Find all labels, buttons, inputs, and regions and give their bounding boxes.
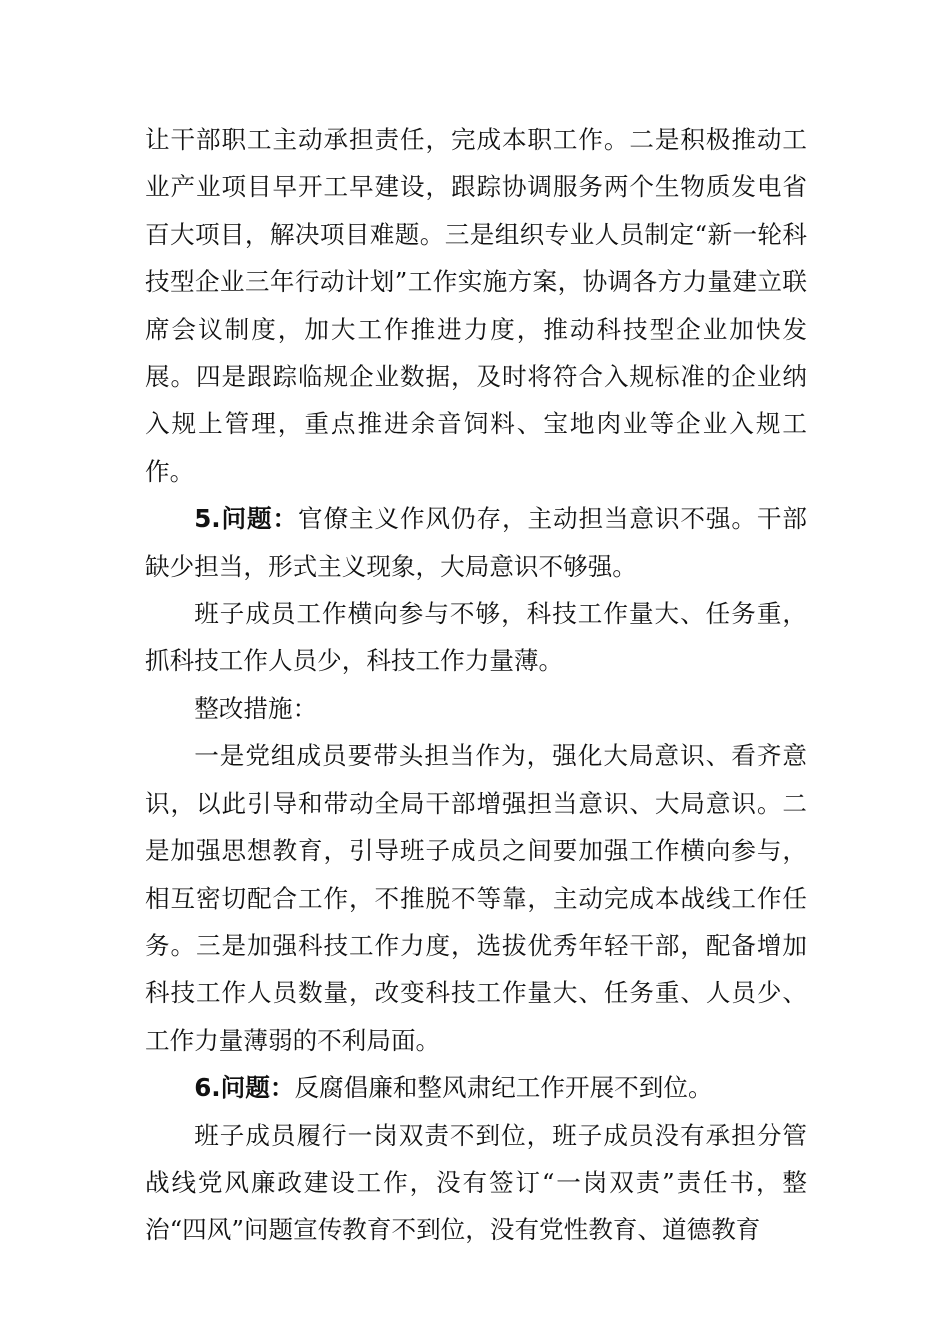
paragraph-problem-5-detail: 班子成员工作横向参与不够，科技工作量大、任务重，抓科技工作人员少，科技工作力量薄。	[145, 599, 807, 676]
paragraph-rectification-heading: 整改措施：	[194, 693, 318, 723]
paragraph-continuation: 让干部职工主动承担责任，完成本职工作。二是积极推动工业产业项目早开工早建设，跟踪协调服务两个生物质发电省百大项目，解决项目难题。三是组织专业人员制定“新一轮科技型企业三年行动计划”工作实施方案，协调各方力量建立联席会议制度，加大工作推进力度，推动科技型企业加快发展。四是跟踪临规企业数据，及时将符合入规标准的企业纳入规上管理，重点推进余音饲料、宝地肉业等企业入规工作。	[145, 125, 807, 486]
problem-6-heading: 6.问题：	[194, 1073, 295, 1103]
paragraph-problem-6-detail: 班子成员履行一岗双责不到位，班子成员没有承担分管战线党风廉政建设工作，没有签订“一岗双责”责任书，整治“四风”问题宣传教育不到位，没有党性教育、道德教育	[145, 1120, 807, 1245]
problem-5-heading: 5.问题：	[194, 504, 299, 534]
paragraph-rectification-measures: 一是党组成员要带头担当作为，强化大局意识、看齐意识，以此引导和带动全局干部增强担当意识、大局意识。二是加强思想教育，引导班子成员之间要加强工作横向参与，相互密切配合工作，不推脱不等靠，主动完成本战线工作任务。三是加强科技工作力度，选拔优秀年轻干部，配备增加科技工作人员数量，改变科技工作量大、任务重、人员少、工作力量薄弱的不利局面。	[145, 741, 807, 1055]
problem-6-text: 反腐倡廉和整风肃纪工作开展不到位。	[294, 1073, 713, 1103]
problem-5-text: 官僚主义作风仍存，主动担当意识不强。干部缺少担当，形式主义现象，大局意识不够强。	[145, 504, 807, 581]
paragraph-problem-5	[145, 495, 807, 590]
paragraph-problem-6	[145, 1064, 807, 1111]
document-body	[145, 116, 807, 1254]
